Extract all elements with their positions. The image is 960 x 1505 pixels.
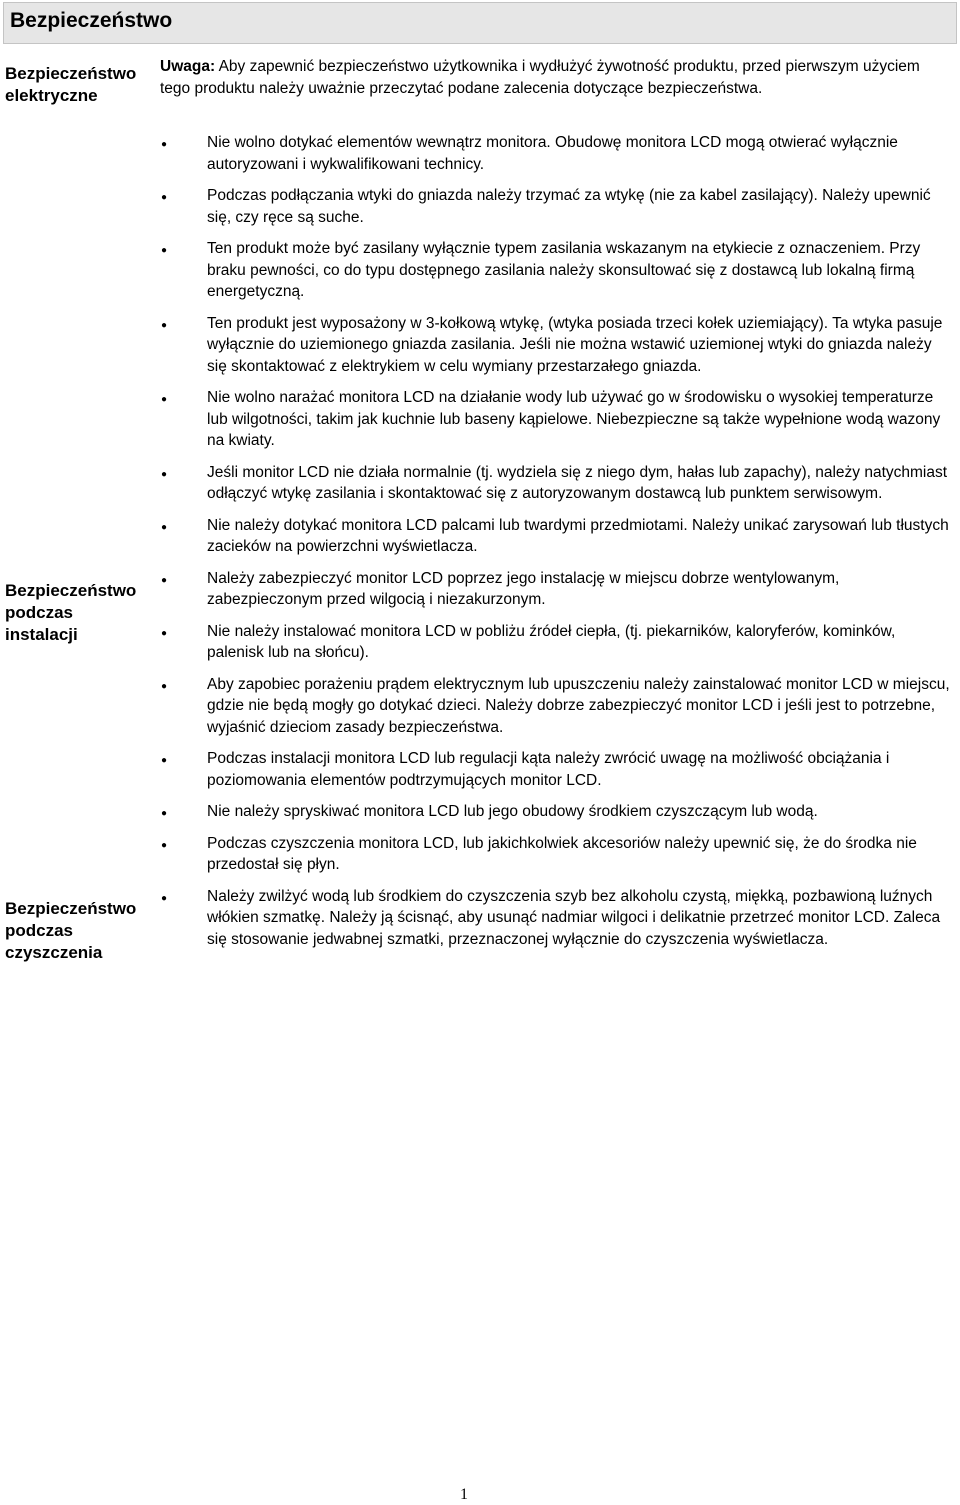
bullet-item [150,886,955,951]
bullet-item [150,462,955,505]
bullet-icon: ● [161,319,168,331]
note-text: Aby zapewnić bezpieczeństwo użytkownika i wydłużyć żywotność produktu, przed pierwszym użyciem tego produktu należy uważnie przeczytać podane zalecenia dotyczące bezpieczeństwa. [160,58,920,97]
bullet-item [150,621,955,664]
bullet-icon: ● [161,755,168,766]
section-label-line: podczas [5,603,74,622]
section-label-installation [5,580,168,646]
bullet-icon: ● [161,521,168,533]
bullet-item [150,833,955,876]
page-title: Bezpieczeństwo [10,9,173,32]
bullet-icon: ● [161,574,168,586]
safety-bullet-list [150,132,955,960]
bullet-text: Nie wolno dotykać elementów wewnątrz monitora. Obudowę monitora LCD mogą otwierać wyłącznie autoryzowani i wykwalifikowani technicy. [207,134,898,173]
bullet-item [150,674,955,739]
bullet-icon: ● [161,892,168,904]
bullet-text: Jeśli monitor LCD nie działa normalnie (tj. wydziela się z niego dym, hałas lub zapachy), należy natychmiast odłączyć wtykę zasilania i skontaktować się z autoryzowanym dostawcą lub punktem serwisowym. [207,463,948,502]
bullet-item [150,132,955,175]
bullet-item [150,387,955,452]
bullet-item [150,185,955,228]
bullet-text: Należy zwilżyć wodą lub środkiem do czyszczenia szyb bez alkoholu czystą, miękką, pozbawioną luźnych włókien szmatkę. Należy ją ścisnąć, aby usunąć nadmiar wilgoci i delikatnie przetrzeć monitor LCD. Zaleca się stosowanie jedwabnej szmatki, przeznaczonej wyłącznie do czyszczenia wyświetlacza. [207,887,941,948]
bullet-icon: ● [161,245,168,256]
bullet-text: Aby zapobiec porażeniu prądem elektrycznym lub upuszczeniu należy zainstalować monitor LCD w miejscu, gdzie nie będą mogły go dotykać dzieci. Należy dobrze zabezpieczyć monitor LCD i jeśli jest to potrzebne, wyjaśnić dzieciom zasady bezpieczeństwa. [207,675,950,736]
section-label-line: podczas [5,921,74,940]
bullet-item [150,313,955,378]
section-label-line: Bezpieczeństwo [5,899,137,918]
bullet-text: Należy zabezpieczyć monitor LCD poprzez jego instalację w miejscu dobrze wentylowanym, zabezpieczonym przed wilgocią i niezakurzonym. [207,569,840,608]
bullet-item [150,748,955,791]
bullet-icon: ● [161,468,168,480]
bullet-text: Podczas podłączania wtyki do gniazda należy trzymać za wtykę (nie za kabel zasilający). Należy upewnić się, czy ręce są suche. [207,187,931,226]
bullet-icon: ● [161,839,168,851]
bullet-item [150,568,955,611]
section-label-line: Bezpieczeństwo [5,581,137,600]
bullet-text: Nie należy instalować monitora LCD w pobliżu źródeł ciepła, (tj. piekarników, kaloryferów, kominków, palenisk lub na słońcu). [207,622,896,661]
page-number: 1 [460,1486,468,1503]
bullet-item [150,801,955,823]
bullet-icon: ● [161,139,168,150]
bullet-text: Ten produkt może być zasilany wyłącznie typem zasilania wskazanym na etykiecie z oznaczeniem. Przy braku pewności, co do typu dostępnego zasilania należy skonsultować się z dostawcą lub lokalną firmą energetyczną. [207,240,921,300]
header-bar [3,2,957,44]
bullet-item [150,238,955,303]
safety-note [160,56,950,99]
section-label-line: czyszczenia [5,943,103,962]
bullet-text: Podczas czyszczenia monitora LCD, lub jakichkolwiek akcesoriów należy upewnić się, że do środka nie przedostał się płyn. [207,834,917,873]
bullet-icon: ● [161,627,168,639]
section-label-cleaning [5,898,165,964]
bullet-text: Nie wolno narażać monitora LCD na działanie wody lub używać go w środowisku o wysokiej temperaturze lub wilgotności, takim jak kuchnie lub baseny kąpielowe. Niebezpieczne są także wypełnione wodą wazony na kwiaty. [207,389,941,449]
bullet-item [150,515,955,558]
section-label-line: Bezpieczeństwo [5,64,137,83]
bullet-icon: ● [161,394,168,405]
bullet-icon: ● [161,808,168,819]
section-label-line: instalacji [5,625,78,644]
bullet-icon: ● [161,680,168,692]
bullet-text: Ten produkt jest wyposażony w 3-kołkową wtykę, (wtyka posiada trzeci kołek uziemiający). Ta wtyka pasuje wyłącznie do uziemionego gniazda zasilania. Jeśli nie można wstawić uziemionej wtyki do gniazda należy się skontaktować z elektrykiem w celu wymiany przestarzałego gniazda. [207,314,943,375]
bullet-text: Podczas instalacji monitora LCD lub regulacji kąta należy zwrócić uwagę na możliwość obciążania i poziomowania elementów podtrzymujących monitor LCD. [207,750,890,789]
section-label-line: elektryczne [5,86,98,105]
note-label: Uwaga: [160,58,216,75]
bullet-text: Nie należy spryskiwać monitora LCD lub jego obudowy środkiem czyszczącym lub wodą. [207,803,818,820]
section-label-electrical [5,63,165,107]
bullet-icon: ● [161,192,168,203]
bullet-text: Nie należy dotykać monitora LCD palcami lub twardymi przedmiotami. Należy unikać zarysowań lub tłustych zacieków na powierzchni wyświetlacza. [207,516,949,555]
